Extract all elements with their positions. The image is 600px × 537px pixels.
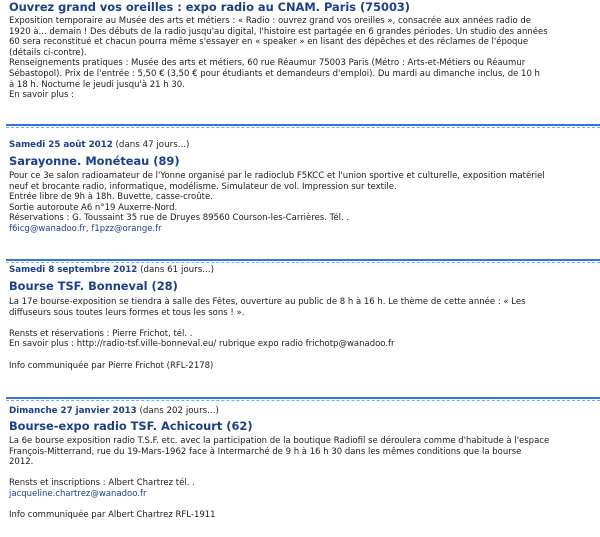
event-line: à 18 h. Nocturne le jeudi jusqu'à 21 h 30.	[9, 79, 185, 90]
event-line: Pour ce 3e salon radioamateur de l'Yonne organisé par le radioclub F5KCC et l'union sportive et culturelle, exposition matériel	[9, 171, 545, 181]
event-date: Dimanche 27 janvier 2013	[9, 406, 137, 416]
event-title[interactable]: Ouvrez grand vos oreilles : expo radio au CNAM. Paris (75003)	[9, 0, 411, 14]
event-line: Renseignements pratiques : Musée des arts et métiers, 60 rue Réaumur 75003 Paris (Métro : Arts-et-Métiers ou Réaumur	[9, 58, 526, 69]
info-credit: Info communiquée par Pierre Frichot (RFL-2178)	[9, 360, 214, 371]
event-cnam	[0, 0, 600, 101]
event-sarayonne	[0, 139, 600, 235]
event-title[interactable]: Sarayonne. Monéteau (89)	[9, 154, 180, 168]
blank-line	[9, 468, 600, 479]
event-line: Sortie autoroute A6 n°19 Auxerre-Nord.	[9, 202, 178, 213]
blank-line	[9, 318, 600, 329]
event-line: neuf et brocante radio, informatique, modélisme. Simulateur de vol. Impression sur textile.	[9, 181, 397, 192]
event-body	[9, 171, 600, 235]
event-line: (détails ci-contre).	[9, 47, 87, 58]
event-line: La 6e bourse exposition radio T.S.F. etc. avec la participation de la boutique Radiofil se déroulera comme d'habitude à l'espace	[9, 436, 550, 446]
event-title[interactable]: Bourse-expo radio TSF. Achicourt (62)	[9, 419, 253, 433]
event-line: Réservations : G. Toussaint 35 rue de Druyes 89560 Courson-les-Carrières. Tél. .	[9, 213, 350, 224]
section-divider	[6, 124, 600, 126]
event-date-line	[9, 139, 600, 151]
event-body	[9, 436, 600, 521]
info-credit: Info communiquée par Albert Chartrez RFL-1911	[9, 510, 216, 521]
event-title[interactable]: Bourse TSF. Bonneval (28)	[9, 279, 178, 293]
event-bonneval	[0, 264, 600, 371]
event-countdown: (dans 61 jours...)	[140, 265, 214, 275]
event-line: Sébastopol). Prix de l'entrée : 5,50 € (3,50 € pour étudiants et demandeurs d'emploi). Du mardi au dimanche inclus, de 10 h	[9, 68, 540, 79]
email-links[interactable]: f6icg@wanadoo.fr, f1pzz@orange.fr	[9, 223, 162, 234]
event-date-line	[9, 405, 600, 417]
event-achicourt	[0, 405, 600, 521]
event-line: Exposition temporaire au Musée des arts et métiers : « Radio : ouvrez grand vos oreilles », consacrée aux années radio de	[9, 16, 531, 26]
event-date-line	[9, 264, 600, 276]
more-info-label[interactable]: En savoir plus :	[9, 90, 75, 101]
event-line: Rensts et inscriptions : Albert Chartrez tél. .	[9, 478, 195, 489]
event-line: La 17e bourse-exposition se tiendra à salle des Fêtes, ouverture au public de 8 h à 16 h. Le thème de cette année : « Les	[9, 297, 526, 307]
event-line: 60 sera reconstitué et chacun pourra même s'essayer en « speaker » en lisant des dépêches et des réclames de l'époque	[9, 37, 529, 48]
blank-line	[9, 350, 600, 361]
event-line: 2012.	[9, 457, 34, 468]
email-link[interactable]: jacqueline.chartrez@wanadoo.fr	[9, 488, 147, 499]
more-info-link[interactable]: En savoir plus : http://radio-tsf.ville-bonneval.eu/ rubrique expo radio frichotp@wanadoo.fr	[9, 339, 395, 350]
event-body	[9, 16, 600, 101]
section-divider	[6, 397, 600, 399]
event-line: diffuseurs sous toutes leurs formes et tous les sons ! ».	[9, 307, 245, 318]
event-countdown: (dans 47 jours...)	[115, 140, 190, 150]
event-line: 1920 à... demain ! Des débuts de la radio jusqu'au digital, l'histoire est partagée en 6 grandes périodes. Un studio des années	[9, 26, 548, 37]
event-body	[9, 297, 600, 371]
section-divider	[6, 259, 600, 261]
event-date: Samedi 8 septembre 2012	[9, 265, 138, 275]
event-line: François-Mitterrand, rue du 19-Mars-1962 face à Intermarché de 9 h à 16 h 30 dans les mêmes conditions que la bourse	[9, 446, 522, 457]
event-line: Entrée libre de 9h à 18h. Buvette, casse-croûte.	[9, 192, 213, 203]
event-line: Rensts et réservations : Pierre Frichot, tél. .	[9, 328, 193, 339]
blank-line	[9, 500, 600, 511]
event-date: Samedi 25 août 2012	[9, 140, 113, 150]
event-countdown: (dans 202 jours...)	[139, 406, 219, 416]
